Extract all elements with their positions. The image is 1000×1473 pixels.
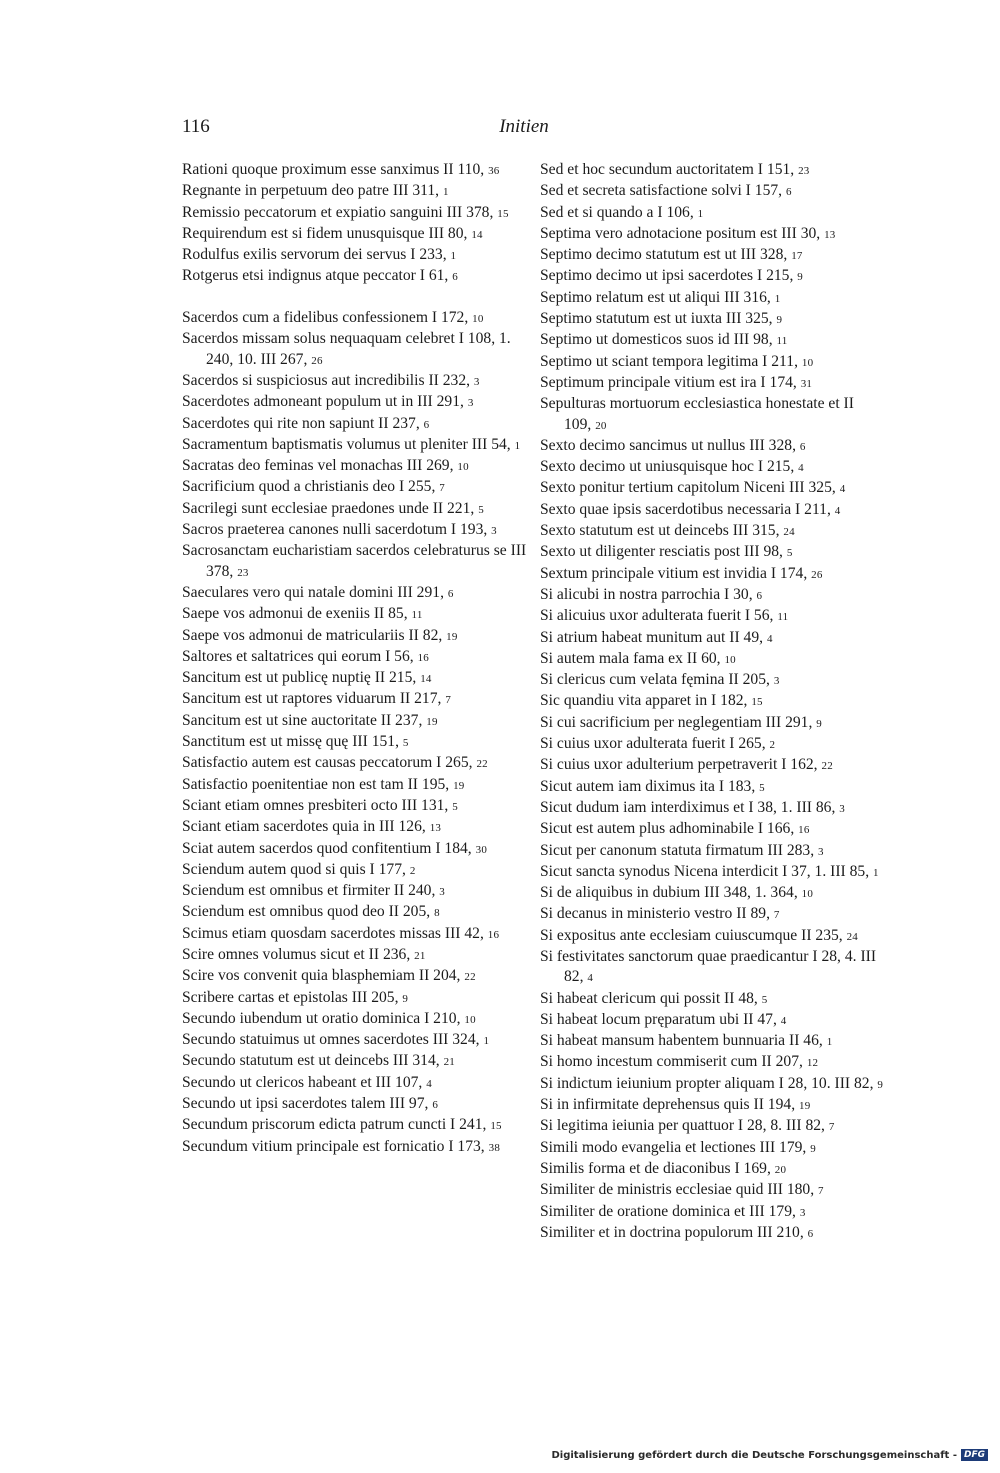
entry-line-number: 11 [777, 611, 789, 624]
entry-text: Scimus etiam quosdam sacerdotes missas III 42, [182, 924, 484, 942]
entry-line-number: 1 [826, 1036, 833, 1049]
entry-text: Si habeat locum pręparatum ubi II 47, [540, 1010, 777, 1028]
entry-line-number: 15 [751, 696, 763, 709]
entry-line-number: 6 [756, 589, 763, 602]
entry-line-number: 38 [488, 1141, 501, 1154]
entry-text: Secundo statuimus ut omnes sacerdotes III 324, [182, 1031, 480, 1049]
index-entry [540, 288, 885, 309]
entry-text: Secundum priscorum edicta patrum cuncti I 241, [182, 1116, 487, 1134]
index-entry [540, 266, 885, 287]
entry-text: Septimo decimo ut ipsi sacerdotes I 215, [540, 267, 794, 285]
entry-line-number: 4 [798, 462, 804, 475]
entry-line-number: 23 [237, 566, 249, 579]
index-entry [182, 668, 527, 689]
entry-text: Sacrosanctam eucharistiam sacerdos celebraturus se III 378, [182, 542, 527, 580]
entry-text: Si alicubi in nostra parrochia I 30, [540, 585, 753, 603]
index-entry [182, 1137, 527, 1158]
entry-line-number: 5 [786, 547, 793, 560]
entry-text: Si cuius uxor adulterata fuerit I 265, [540, 735, 766, 753]
entry-line-number: 30 [475, 843, 488, 856]
entry-text: Sepulturas mortuorum ecclesiastica honestate et II 109, [540, 395, 854, 433]
index-entry [182, 224, 527, 245]
entry-text: Septimum principale vitium est ira I 174, [540, 373, 797, 391]
entry-line-number: 19 [453, 779, 465, 792]
index-entry [182, 308, 527, 329]
index-entry [182, 499, 527, 520]
index-entry [540, 734, 885, 755]
index-entry [540, 245, 885, 266]
entry-text: Sicut autem iam diximus ita I 183, [540, 777, 756, 795]
entry-line-number: 10 [457, 461, 469, 474]
index-entry [540, 457, 885, 478]
entry-text: Secundum vitium principale est fornicatio I 173, [182, 1137, 485, 1155]
entry-line-number: 3 [439, 886, 445, 899]
index-entry [182, 924, 527, 945]
entry-text: Sicut est autem plus adhominabile I 166, [540, 820, 795, 838]
index-entry [540, 1116, 885, 1137]
entry-line-number: 4 [587, 972, 594, 985]
index-entry [182, 371, 527, 392]
entry-line-number: 11 [776, 335, 788, 348]
entry-line-number: 7 [818, 1185, 824, 1198]
entry-line-number: 20 [595, 419, 607, 432]
entry-line-number: 4 [834, 504, 841, 517]
entry-line-number: 4 [839, 483, 846, 496]
entry-line-number: 20 [774, 1163, 787, 1176]
entry-line-number: 21 [414, 949, 426, 962]
entry-text: Si de aliquibus in dubium III 348, 1. 364, [540, 884, 798, 902]
entry-line-number: 13 [824, 228, 836, 241]
entry-text: Regnante in perpetuum deo patre III 311, [182, 182, 440, 200]
index-entry [540, 606, 885, 627]
entry-line-number: 1 [697, 207, 704, 220]
entry-line-number: 1 [873, 866, 879, 879]
entry-line-number: 19 [799, 1100, 811, 1113]
entry-text: Septimo ut sciant tempora legitima I 211, [540, 352, 798, 370]
entry-line-number: 4 [780, 1014, 787, 1027]
entry-line-number: 10 [801, 356, 814, 369]
index-entry [540, 1052, 885, 1073]
entry-text: Rodulfus exilis servorum dei servus I 233, [182, 246, 447, 264]
section-gap [182, 288, 527, 308]
entry-text: Sexto ponitur tertium capitolum Niceni III 325, [540, 479, 836, 497]
entry-line-number: 9 [877, 1078, 884, 1091]
entry-text: Sicut per canonum statuta firmatum III 283, [540, 841, 815, 859]
index-entry [182, 753, 527, 774]
entry-text: Sexto quae ipsis sacerdotibus necessaria I 211, [540, 500, 831, 518]
index-entry [540, 1138, 885, 1159]
index-entry [540, 755, 885, 776]
entry-line-number: 6 [423, 418, 430, 431]
entry-text: Sexto decimo sancimus ut nullus III 328, [540, 436, 796, 454]
index-entry [182, 329, 527, 371]
entry-line-number: 7 [773, 909, 780, 922]
index-entry [182, 881, 527, 902]
entry-line-number: 2 [769, 739, 776, 752]
entry-text: Sexto decimo ut uniusquisque hoc I 215, [540, 458, 795, 476]
index-entry [540, 373, 885, 394]
entry-text: Septimo relatum est ut aliqui III 316, [540, 288, 771, 306]
entry-line-number: 15 [497, 207, 509, 220]
entry-line-number: 6 [432, 1099, 439, 1112]
entry-text: Rationi quoque proximum esse sanximus II 110, [182, 161, 485, 178]
index-entry [182, 477, 527, 498]
entry-text: Saepe vos admonui de exeniis II 85, [182, 605, 408, 623]
entry-line-number: 26 [811, 568, 823, 581]
entry-text: Sacrilegi sunt ecclesiae praedones unde II 221, [182, 499, 475, 517]
entry-text: Si habeat clericum qui possit II 48, [540, 989, 758, 1007]
entry-text: Sed et secreta satisfactione solvi I 157, [540, 182, 783, 200]
entry-text: Si atrium habeat munitum aut II 49, [540, 628, 764, 646]
entry-line-number: 3 [473, 375, 480, 388]
index-entry [182, 266, 527, 287]
entry-text: Sacerdotes admoneant populum ut in III 291, [182, 393, 464, 411]
index-entry [540, 947, 885, 989]
entry-line-number: 6 [785, 186, 792, 199]
entry-line-number: 5 [761, 993, 768, 1006]
entry-line-number: 1 [450, 250, 457, 263]
entry-line-number: 2 [409, 864, 416, 877]
entry-text: Simili modo evangelia et lectiones III 179, [540, 1138, 807, 1156]
index-entry [182, 711, 527, 732]
index-entry [540, 309, 885, 330]
entry-text: Secundo statutum est ut deincebs III 314, [182, 1052, 440, 1070]
entry-text: Si alicuius uxor adulterata fuerit I 56, [540, 607, 774, 625]
index-entry [540, 713, 885, 734]
index-entry [182, 392, 527, 413]
index-entry [540, 1031, 885, 1052]
index-entry [540, 1095, 885, 1116]
index-entry [182, 626, 527, 647]
index-entry [540, 394, 885, 436]
index-entry [540, 628, 885, 649]
index-entry [182, 414, 527, 435]
entry-text: Sic quandiu vita apparet in I 182, [540, 692, 748, 710]
running-head-title: Initien [499, 116, 549, 137]
entry-line-number: 6 [807, 1227, 814, 1240]
index-entry [540, 819, 885, 840]
entry-text: Sciant etiam sacerdotes quia in III 126, [182, 818, 426, 836]
entry-text: Sciat autem sacerdos quod confitentium I 184, [182, 839, 472, 857]
index-entry [182, 1009, 527, 1030]
entry-text: Sacerdos missam solus nequaquam celebret I 108, 1. 240, 10. III 267, [182, 330, 511, 368]
entry-text: Sciant etiam omnes presbiteri octo III 131, [182, 796, 449, 814]
entry-line-number: 26 [311, 354, 323, 367]
index-entry [182, 689, 527, 710]
entry-line-number: 22 [464, 971, 476, 984]
index-entry [540, 542, 885, 563]
entry-text: Sed et hoc secundum auctoritatem I 151, [540, 161, 795, 178]
index-entry [182, 775, 527, 796]
entry-line-number: 5 [452, 800, 458, 813]
index-entry [182, 456, 527, 477]
entry-line-number: 5 [402, 737, 409, 750]
index-column-left [182, 160, 527, 1158]
entry-text: Similiter de oratione dominica et III 179, [540, 1202, 796, 1220]
entry-line-number: 14 [471, 228, 483, 241]
entry-line-number: 4 [766, 632, 773, 645]
index-entry [182, 541, 527, 583]
index-entry [182, 520, 527, 541]
entry-text: Sancitum est ut sine auctoritate II 237, [182, 711, 423, 729]
entry-text: Sexto statutum est ut deincebs III 315, [540, 522, 780, 540]
entry-text: Sancitum est ut publicę nuptię II 215, [182, 669, 417, 687]
entry-line-number: 10 [464, 1013, 476, 1026]
entry-text: Sexto ut diligenter resciatis post III 98, [540, 543, 783, 561]
entry-text: Si expositus ante ecclesiam cuiuscumque II 235, [540, 926, 843, 944]
entry-line-number: 3 [467, 397, 474, 410]
footer-credit-text: Digitalisierung gefördert durch die Deutsche Forschungsgemeinschaft - [551, 1449, 957, 1461]
entry-text: Scire vos convenit quia blasphemiam II 204, [182, 967, 461, 985]
index-entry [182, 583, 527, 604]
entry-text: Similis forma et de diaconibus I 169, [540, 1159, 771, 1177]
index-entry [540, 670, 885, 691]
entry-line-number: 7 [828, 1121, 835, 1134]
entry-line-number: 3 [818, 845, 824, 858]
entry-text: Sacros praeterea canones nulli sacerdotum I 193, [182, 521, 488, 539]
index-entry [540, 1010, 885, 1031]
entry-line-number: 6 [447, 587, 454, 600]
entry-text: Sciendum autem quod si quis I 177, [182, 860, 406, 878]
entry-line-number: 1 [514, 439, 521, 452]
entry-text: Si cui sacrificium per neglegentiam III 291, [540, 713, 813, 731]
entry-text: Sacerdos cum a fidelibus confessionem I 172, [182, 309, 469, 327]
dfg-logo: DFG [961, 1449, 988, 1461]
index-entry [540, 841, 885, 862]
index-entry [182, 796, 527, 817]
entry-line-number: 36 [488, 165, 500, 177]
index-entry [540, 1074, 885, 1095]
index-entry [182, 647, 527, 668]
index-entry [182, 435, 527, 456]
index-entry [540, 585, 885, 606]
entry-line-number: 16 [417, 651, 429, 664]
entry-line-number: 1 [774, 292, 781, 305]
entry-line-number: 24 [846, 930, 859, 943]
entry-text: Similiter de ministris ecclesiae quid III 180, [540, 1181, 815, 1199]
entry-text: Sacerdos si suspiciosus aut incredibilis II 232, [182, 371, 471, 389]
entry-text: Sextum principale vitium est invidia I 174, [540, 564, 808, 582]
entry-text: Si habeat mansum habentem bunnuaria II 46, [540, 1032, 823, 1050]
entry-text: Secundo iubendum ut oratio dominica I 210, [182, 1009, 461, 1027]
entry-line-number: 5 [759, 781, 765, 794]
entry-line-number: 10 [801, 888, 814, 901]
entry-line-number: 8 [434, 907, 440, 920]
entry-text: Saeculares vero qui natale domini III 291, [182, 583, 444, 601]
entry-text: Sancitum est ut raptores viduarum II 217, [182, 690, 442, 708]
entry-text: Secundo ut clericos habeant et III 107, [182, 1073, 423, 1091]
entry-line-number: 9 [810, 1142, 816, 1155]
entry-text: Remissio peccatorum et expiatio sanguini III 378, [182, 203, 494, 221]
entry-line-number: 7 [445, 694, 452, 707]
entry-line-number: 4 [426, 1077, 432, 1090]
entry-line-number: 9 [776, 314, 783, 327]
entry-text: Scribere cartas et epistolas III 205, [182, 988, 399, 1006]
index-entry [540, 649, 885, 670]
index-entry [182, 1115, 527, 1136]
entry-text: Septimo statutum est ut iuxta III 325, [540, 310, 773, 328]
entry-text: Saltores et saltatrices qui eorum I 56, [182, 647, 414, 665]
index-entry [540, 224, 885, 245]
entry-line-number: 1 [442, 186, 449, 199]
entry-line-number: 3 [491, 525, 497, 538]
page-number: 116 [182, 116, 210, 137]
entry-line-number: 6 [452, 271, 458, 284]
index-entry [540, 1223, 885, 1244]
entry-line-number: 23 [798, 165, 810, 177]
entry-text: Sacerdotes qui rite non sapiunt II 237, [182, 414, 420, 432]
entry-line-number: 9 [816, 717, 822, 730]
index-entry [540, 1180, 885, 1201]
index-entry [540, 1202, 885, 1223]
index-entry [540, 160, 885, 181]
index-entry [182, 839, 527, 860]
entry-text: Si legitima ieiunia per quattuor I 28, 8. III 82, [540, 1117, 825, 1135]
entry-text: Similiter et in doctrina populorum III 210, [540, 1223, 804, 1241]
index-entry [182, 945, 527, 966]
index-entry [540, 691, 885, 712]
entry-line-number: 19 [426, 715, 438, 728]
entry-text: Satisfactio autem est causas peccatorum I 265, [182, 754, 473, 772]
entry-text: Si decanus in ministerio vestro II 89, [540, 905, 770, 923]
entry-text: Si festivitates sanctorum quae praedicantur I 28, 4. III 82, [540, 947, 877, 986]
entry-line-number: 3 [799, 1206, 806, 1219]
entry-line-number: 3 [773, 675, 780, 688]
entry-text: Si cuius uxor adulterium perpetraverit I 162, [540, 756, 818, 774]
footer-credit [551, 1449, 988, 1461]
entry-line-number: 10 [724, 653, 736, 666]
entry-text: Saepe vos admonui de matriculariis II 82, [182, 626, 443, 644]
index-entry [182, 181, 527, 202]
entry-line-number: 7 [439, 482, 445, 495]
entry-line-number: 21 [443, 1056, 455, 1069]
index-entry [182, 966, 527, 987]
entry-text: Septimo decimo statutum est ut III 328, [540, 246, 788, 264]
index-entry [182, 988, 527, 1009]
entry-text: Sciendum est omnibus quod deo II 205, [182, 903, 431, 921]
index-entry [540, 904, 885, 925]
entry-line-number: 11 [411, 609, 423, 622]
entry-line-number: 24 [783, 526, 795, 539]
index-entry [540, 989, 885, 1010]
index-entry [540, 862, 885, 883]
entry-text: Sacratas deo feminas vel monachas III 269, [182, 457, 454, 475]
entry-line-number: 6 [799, 440, 806, 453]
entry-text: Si in infirmitate deprehensus quis II 194, [540, 1096, 796, 1114]
index-entry [540, 181, 885, 202]
index-entry [540, 352, 885, 373]
entry-line-number: 16 [487, 928, 500, 941]
index-entry [540, 777, 885, 798]
entry-line-number: 5 [478, 503, 484, 516]
entry-text: Sanctitum est ut missę quę III 151, [182, 733, 399, 751]
index-entry [182, 1094, 527, 1115]
entry-line-number: 19 [446, 630, 458, 643]
entry-line-number: 15 [490, 1120, 502, 1133]
entry-text: Rotgerus etsi indignus atque peccator I 61, [182, 267, 449, 285]
index-column-right [540, 160, 885, 1244]
index-entry [540, 330, 885, 351]
entry-line-number: 10 [472, 313, 484, 326]
index-entry [182, 1030, 527, 1051]
entry-line-number: 16 [798, 824, 810, 837]
index-entry [182, 245, 527, 266]
entry-line-number: 13 [429, 822, 442, 835]
index-entry [182, 817, 527, 838]
entry-line-number: 1 [483, 1035, 490, 1048]
entry-text: Secundo ut ipsi sacerdotes talem III 97, [182, 1095, 429, 1113]
index-entry [182, 902, 527, 923]
index-entry [540, 500, 885, 521]
index-entry [540, 478, 885, 499]
index-entry [182, 160, 527, 181]
entry-text: Si indictum ieiunium propter aliquam I 28, 10. III 82, [540, 1074, 874, 1092]
entry-line-number: 3 [839, 802, 845, 815]
index-entry [540, 883, 885, 904]
entry-line-number: 31 [800, 377, 813, 390]
entry-text: Requirendum est si fidem unusquisque III 80, [182, 224, 468, 242]
entry-line-number: 9 [402, 992, 409, 1005]
index-entry [540, 798, 885, 819]
entry-line-number: 14 [420, 673, 432, 686]
index-entry [182, 203, 527, 224]
entry-text: Sciendum est omnibus et firmiter II 240, [182, 882, 436, 900]
entry-text: Si clericus cum velata fęmina II 205, [540, 671, 770, 689]
index-entry [540, 203, 885, 224]
index-entry [540, 564, 885, 585]
entry-text: Septimo ut domesticos suos id III 98, [540, 331, 773, 349]
entry-text: Sed et si quando a I 106, [540, 203, 694, 221]
entry-line-number: 22 [476, 758, 488, 771]
entry-text: Si homo incestum commiserit cum II 207, [540, 1053, 803, 1071]
entry-line-number: 12 [806, 1057, 819, 1070]
index-entry [540, 1159, 885, 1180]
entry-text: Septima vero adnotacione positum est III 30, [540, 224, 821, 242]
entry-text: Sacramentum baptismatis volumus ut pleniter III 54, [182, 435, 511, 453]
entry-text: Sacrificium quod a christianis deo I 255, [182, 478, 436, 496]
index-entry [540, 521, 885, 542]
entry-line-number: 17 [791, 250, 803, 263]
index-entry [182, 1051, 527, 1072]
entry-line-number: 22 [821, 760, 833, 773]
index-entry [182, 860, 527, 881]
entry-line-number: 9 [797, 271, 803, 284]
index-entry [540, 926, 885, 947]
index-entry [182, 604, 527, 625]
index-entry [182, 732, 527, 753]
entry-text: Scire omnes volumus sicut et II 236, [182, 945, 411, 963]
entry-text: Si autem mala fama ex II 60, [540, 649, 721, 667]
index-entry [540, 436, 885, 457]
index-entry [182, 1073, 527, 1094]
entry-text: Sicut sancta synodus Nicena interdicit I 37, 1. III 85, [540, 862, 870, 880]
entry-text: Satisfactio poenitentiae non est tam II 195, [182, 775, 450, 793]
entry-text: Sicut dudum iam interdiximus et I 38, 1. III 86, [540, 798, 836, 816]
